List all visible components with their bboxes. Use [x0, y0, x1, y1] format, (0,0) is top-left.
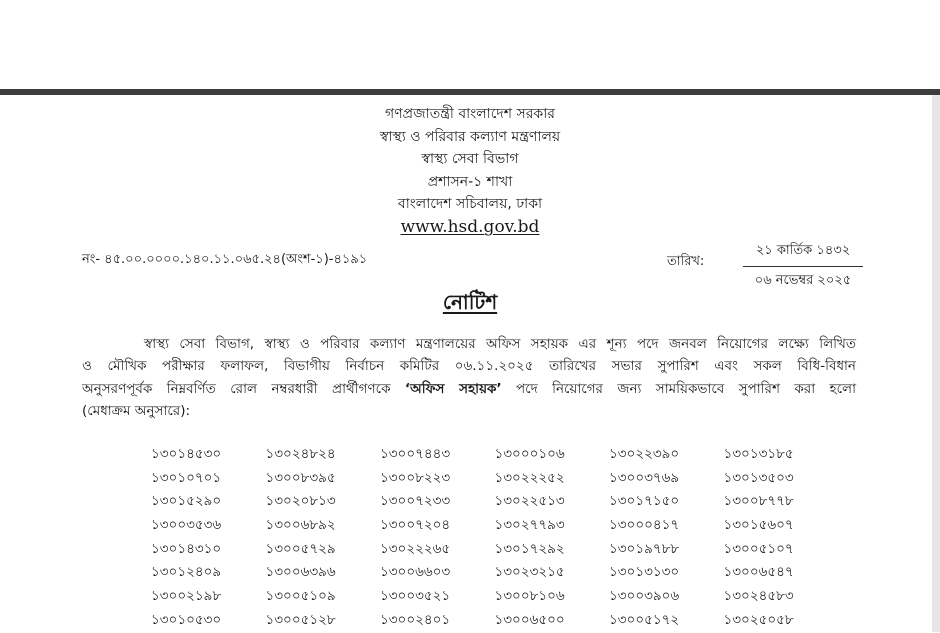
roll-number: ১৩০১২৪০৯	[151, 564, 222, 581]
branch-name: প্রশাসন-১ শাখা	[427, 173, 513, 190]
roll-number: ১৩০২০৮১৩	[265, 493, 336, 510]
roll-number: ১৩০২৩২১৫	[494, 564, 565, 581]
post-name: ‘অফিস সহায়ক’	[404, 380, 502, 397]
date-bangla: ২১ কার্তিক ১৪৩২	[743, 241, 863, 267]
roll-number: ১৩০১৩১৮৫	[723, 446, 794, 462]
roll-number: ১৩০০৮১০৬	[494, 588, 565, 605]
notice-line-3-end: পদে নিয়োগের জন্য সাময়িকভাবে সুপারিশ করা হলো	[516, 380, 856, 397]
roll-number: ১৩০১৫২৯০	[151, 493, 222, 510]
notice-line-3	[82, 378, 856, 400]
notice-line-4: (মেধাক্রম অনুসারে):	[82, 402, 191, 419]
roll-number: ১৩০১০৭০১	[151, 469, 222, 486]
roll-number: ১৩০০২৪০১	[380, 611, 451, 628]
roll-number: ১৩০০২১৯৮	[151, 588, 222, 605]
division-name: স্বাস্থ্য সেবা বিভাগ	[421, 151, 519, 167]
roll-number: ১৩০০৩৫২১	[380, 588, 451, 605]
roll-number: ১৩০০৩৭৬৯	[609, 469, 680, 486]
date-english: ০৬ নভেম্বর ২০২৫	[754, 273, 852, 288]
roll-number: ১৩০২২২৫২	[494, 469, 565, 486]
top-blank-area	[0, 0, 940, 89]
roll-number: ১৩০০৬৬০৩	[380, 564, 451, 581]
roll-number: ১৩০১৩৫০৩	[723, 469, 794, 486]
roll-number: ১৩০১৭২৯২	[494, 540, 565, 557]
roll-number: ১৩০২২৩৯০	[609, 446, 680, 462]
roll-number: ১৩০০৬৩৯৬	[265, 564, 336, 581]
roll-number: ১৩০০৮৭৭৮	[723, 493, 794, 510]
roll-number: ১৩০১৭১৫০	[609, 493, 680, 510]
roll-number: ১৩০২৪৫৮৩	[723, 588, 794, 605]
roll-number: ১৩০০০৪১৭	[609, 517, 680, 534]
top-divider-bar	[0, 89, 940, 95]
notice-line-1: স্বাস্থ্য সেবা বিভাগ, স্বাস্থ্য ও পরিবার কল্যাণ মন্ত্রণালয়ের অফিস সহায়ক এর শূন্য পদে জনবল নিয়োগের লক্ষ্যে লিখিত	[144, 336, 856, 352]
roll-number: ১৩০১৯৭৮৮	[609, 540, 680, 557]
date-label: তারিখ:	[667, 254, 705, 269]
roll-number: ১৩০০৫১০৭	[723, 540, 794, 557]
roll-number: ১৩০২৭৭৯৩	[494, 517, 565, 534]
roll-number: ১৩০০৫১৭২	[609, 611, 680, 628]
roll-number: ১৩০০৬৮৯২	[265, 517, 336, 534]
roll-number: ১৩০০৮২২৩	[380, 469, 451, 486]
roll-number: ১৩০২৪৮২৪	[265, 446, 336, 462]
notice-title	[0, 288, 940, 321]
roll-number: ১৩০১৩১৩০	[609, 564, 680, 581]
roll-number: ১৩০১৪৩১০	[151, 540, 222, 557]
roll-number: ১৩০০৬৫৪৭	[723, 564, 794, 581]
office-address: বাংলাদেশ সচিবালয়, ঢাকা	[397, 196, 543, 212]
ministry-name: স্বাস্থ্য ও পরিবার কল্যাণ মন্ত্রণালয়	[379, 128, 561, 145]
roll-number-grid	[151, 443, 838, 633]
notice-line-3-start: অনুসরণপূর্বক নিম্নবর্ণিত রোল নম্বরধারী প্রার্থীগণকে	[82, 380, 391, 397]
roll-number: ১৩০০৭২০৪	[380, 517, 451, 534]
roll-number: ১৩০০৩৯০৬	[609, 588, 680, 605]
roll-number: ১৩০২২৫১৩	[494, 493, 565, 510]
roll-number: ১৩০১০৫৩০	[151, 611, 222, 628]
roll-number: ১৩০১৪৫৩০	[151, 446, 222, 462]
roll-number: ১৩০০৫৭২৯	[265, 540, 336, 557]
website-link[interactable]: www.hsd.gov.bd	[400, 216, 540, 237]
roll-number: ১৩০০৭৪৪৩	[380, 446, 451, 462]
roll-number: ১৩০০৫১২৮	[265, 611, 336, 628]
roll-number: ১৩০০৬৫০০	[494, 611, 565, 628]
roll-number: ১৩০০৭২৩৩	[380, 493, 451, 510]
roll-number: ১৩০০৫১০৯	[265, 588, 336, 605]
roll-number: ১৩০০৮৩৯৫	[265, 469, 336, 486]
government-name: গণপ্রজাতন্ত্রী বাংলাদেশ সরকার	[385, 106, 555, 122]
notice-title-text: নোটিশ	[442, 290, 498, 314]
memo-number: নং- ৪৫.০০.০০০০.১৪০.১১.০৬৫.২৪(অংশ-১)-৪১৯১	[82, 252, 368, 267]
roll-number: ১৩০০০১০৬	[494, 446, 565, 462]
notice-line-2: ও মৌখিক পরীক্ষার ফলাফল, বিভাগীয় নির্বাচন কমিটির ০৬.১১.২০২৫ তারিখের সভার সুপারিশ এবং সকল বিধি-বিধান	[82, 358, 856, 375]
roll-number: ১৩০০৩৫৩৬	[151, 517, 222, 534]
letterhead	[0, 103, 940, 238]
roll-number: ১৩০২২২৬৫	[380, 540, 451, 557]
roll-number: ১৩০১৫৬০৭	[723, 517, 794, 534]
date-block	[743, 241, 863, 292]
roll-number: ১৩০২৫০৫৮	[723, 611, 794, 628]
notice-body	[82, 333, 856, 422]
